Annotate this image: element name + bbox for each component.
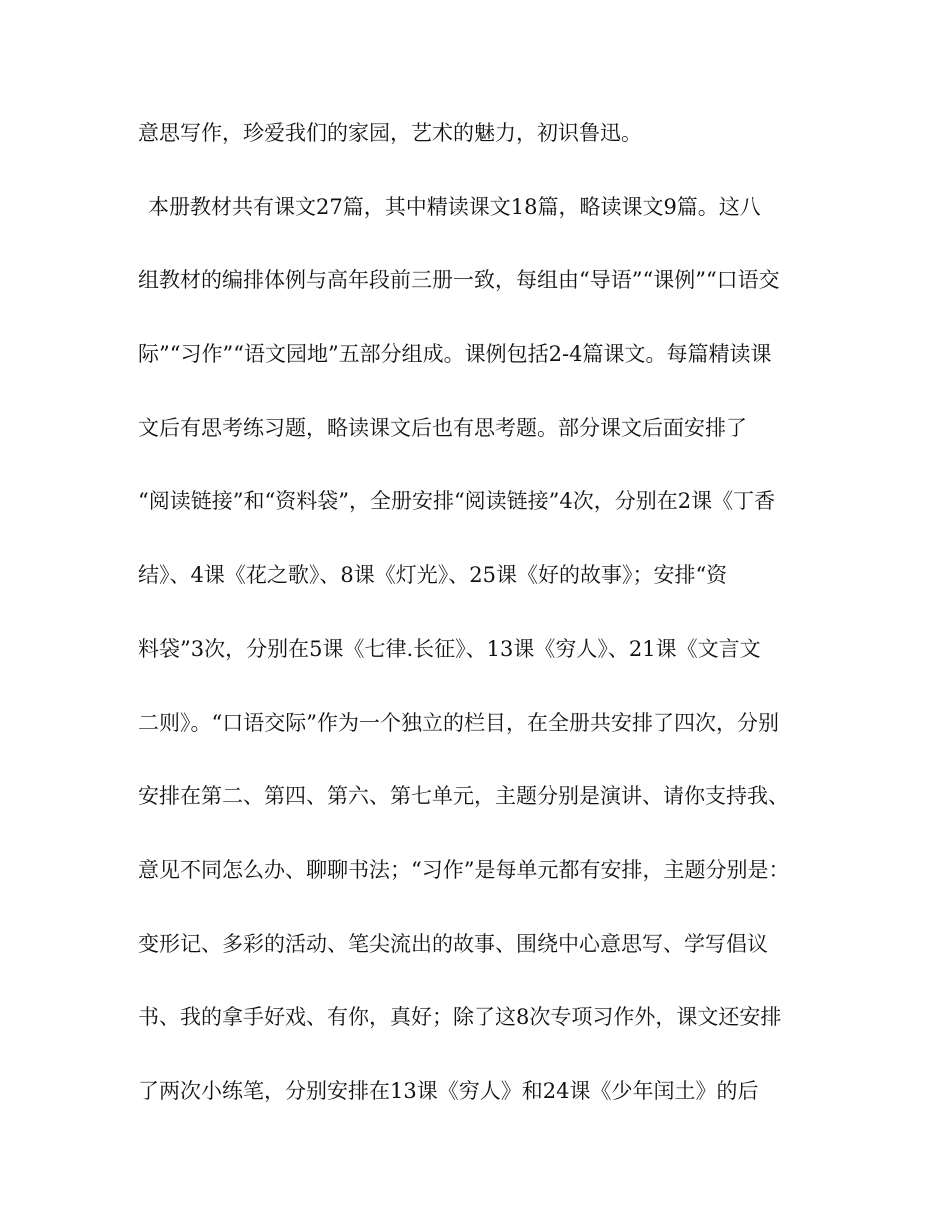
- text-line: 变形记、多彩的活动、笔尖流出的故事、围绕中心意思写、学写倡议: [138, 931, 768, 956]
- text-line: 意见不同怎么办、聊聊书法；“习作”是每单元都有安排，主题分别是：: [138, 857, 790, 882]
- text-line: 际”“习作”“语文园地”五部分组成。课例包括2-4篇课文。每篇精读课: [138, 342, 772, 367]
- text-line: 本册教材共有课文27篇，其中精读课文18篇，略读课文9篇。这八: [148, 194, 761, 219]
- text-line: 结》、4课《花之歌》、8课《灯光》、25课《好的故事》；安排“资: [138, 563, 728, 588]
- text-line: 书、我的拿手好戏、有你，真好；除了这8次专项习作外，课文还安排: [138, 1005, 782, 1030]
- text-line: 组教材的编排体例与高年段前三册一致，每组由“导语”“课例”“口语交: [138, 268, 780, 293]
- text-line: 料袋”3次，分别在5课《七律.长征》、13课《穷人》、21课《文言文: [138, 636, 761, 661]
- text-line: “阅读链接”和“资料袋”，全册安排“阅读链接”4次，分别在2课《丁香: [138, 489, 776, 514]
- text-line: 意思写作，珍爱我们的家园，艺术的魅力，初识鲁迅。: [138, 121, 642, 145]
- body-text: [138, 123, 818, 1155]
- text-line: 了两次小练笔，分别安排在13课《穷人》和24课《少年闰土》的后: [138, 1078, 759, 1103]
- text-line: 文后有思考练习题，略读课文后也有思考题。部分课文后面安排了: [138, 415, 747, 440]
- text-line: 二则》。“口语交际”作为一个独立的栏目，在全册共安排了四次，分别: [138, 710, 779, 735]
- text-line: 安排在第二、第四、第六、第七单元，主题分别是演讲、请你支持我、: [138, 784, 789, 809]
